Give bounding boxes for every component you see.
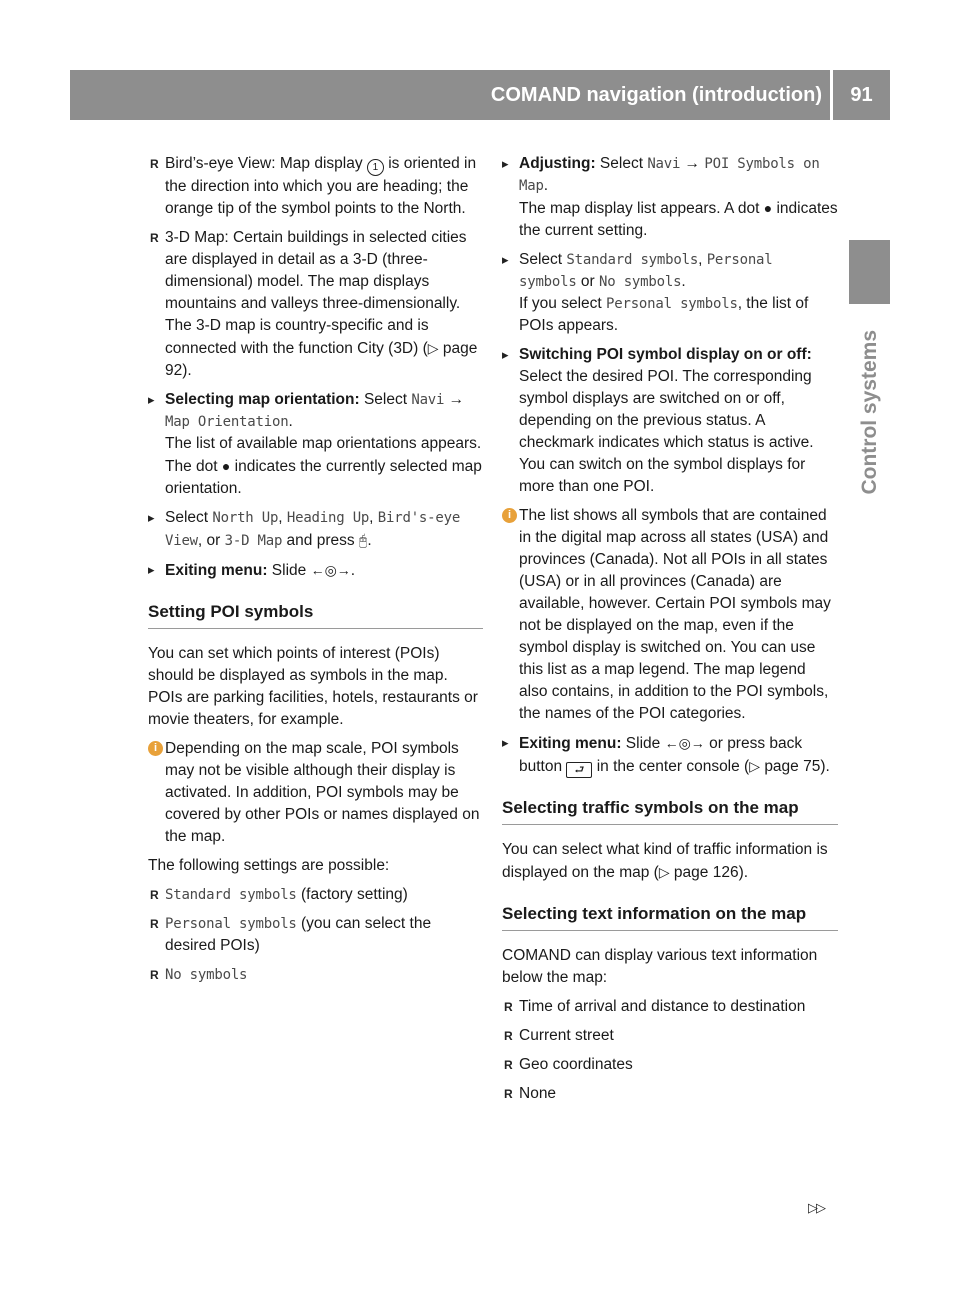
paragraph: COMAND can display various text information below the map:	[502, 947, 818, 986]
side-tab-marker	[849, 240, 890, 304]
list-item: R Time of arrival and distance to destination	[502, 996, 838, 1018]
slide-controller-icon: ←◎→	[310, 562, 351, 578]
info-icon: i	[148, 741, 163, 756]
step-item: ▸ Select North Up, Heading Up, Bird's-eye View, or 3-D Map and press 🖰.	[148, 507, 483, 552]
section-heading: Setting POI symbols	[148, 600, 483, 629]
press-icon: 🖰	[358, 532, 368, 548]
continue-icon: ▷▷	[808, 1200, 824, 1215]
info-note: i Depending on the map scale, POI symbols may not be visible although their display is activated. In addition, POI symbols may be covered by other POIs or names displayed on the map.	[148, 738, 483, 848]
list-item: R None	[502, 1083, 838, 1105]
section-heading: Selecting text information on the map	[502, 902, 838, 931]
right-column	[502, 153, 838, 1112]
page-title: COMAND navigation (introduction)	[490, 84, 822, 106]
step-item: ▸ Select Standard symbols, Personal symbols or No symbols. If you select Personal symbols, the list of POIs appears.	[502, 249, 838, 337]
section-heading: Selecting traffic symbols on the map	[502, 796, 838, 825]
back-button-icon: ⮐	[566, 762, 592, 778]
info-note: i The list shows all symbols that are contained in the digital map across all states (USA) and provinces (Canada). Not all POIs in all states (USA) or in all provinces (Canada) are available, however. Certain POI symbols may not be displayed on the map, even if the symbol display is switched on. You can use this list as a map legend. The map legend also contains, in addition to the POI symbols, the names of the POI categories.	[502, 505, 838, 725]
step-item: ▸ Selecting map orientation: Select Navi → Map Orientation. The list of available map orientations appears. The dot ● indicates the currently selected map orientation.	[148, 389, 483, 500]
paragraph: You can select what kind of traffic information is displayed on the map (▷ page 126).	[502, 841, 828, 881]
list-item: R Bird’s-eye View: Map display 1 is oriented in the direction into which you are heading; the orange tip of the symbol points to the North.	[148, 153, 483, 220]
page-ref-icon: ▷	[749, 758, 760, 774]
paragraph: The following settings are possible:	[148, 857, 390, 874]
list-item: R Geo coordinates	[502, 1054, 838, 1076]
page-number: 91	[850, 84, 873, 106]
callout-marker: 1	[367, 159, 384, 176]
side-tab-label: Control systems	[857, 330, 881, 495]
left-column	[148, 153, 483, 993]
page-ref-icon: ▷	[658, 864, 670, 880]
list-item: R 3-D Map: Certain buildings in selected cities are displayed in detail as a 3-D (three-dimensional) model. The map displays mountains and valleys three-dimensionally. The 3-D map is country-specific and is connected with the function City (3D) (▷ page 92).	[148, 227, 483, 382]
step-item: ▸ Exiting menu: Slide ←◎→ or press back button ⮐ in the center console (▷ page 75).	[502, 732, 838, 778]
list-item: R Personal symbols (you can select the desired POIs)	[148, 913, 483, 957]
info-icon: i	[502, 508, 517, 523]
page-ref-icon: ▷	[427, 340, 439, 356]
list-item: R Standard symbols (factory setting)	[148, 884, 483, 906]
slide-controller-icon: ←◎→	[664, 735, 705, 751]
step-item: ▸ Switching POI symbol display on or off: Select the desired POI. The corresponding symbol displays are switched on or off, depending on the previous status. A checkmark indicates which status is active. You can switch on the symbol displays for more than one POI.	[502, 344, 838, 498]
dot-icon: ●	[221, 458, 231, 474]
list-item: R No symbols	[148, 964, 483, 986]
step-item: ▸ Exiting menu: Slide ←◎→.	[148, 559, 483, 582]
list-item: R Current street	[502, 1025, 838, 1047]
step-item: ▸ Adjusting: Select Navi → POI Symbols on Map. The map display list appears. A dot ● indicates the current setting.	[502, 153, 838, 242]
dot-icon: ●	[763, 200, 773, 216]
side-tab	[842, 330, 897, 690]
paragraph: You can set which points of interest (POIs) should be displayed as symbols in the map. POIs are parking facilities, hotels, restaurants or movie theaters, for example.	[148, 645, 478, 728]
